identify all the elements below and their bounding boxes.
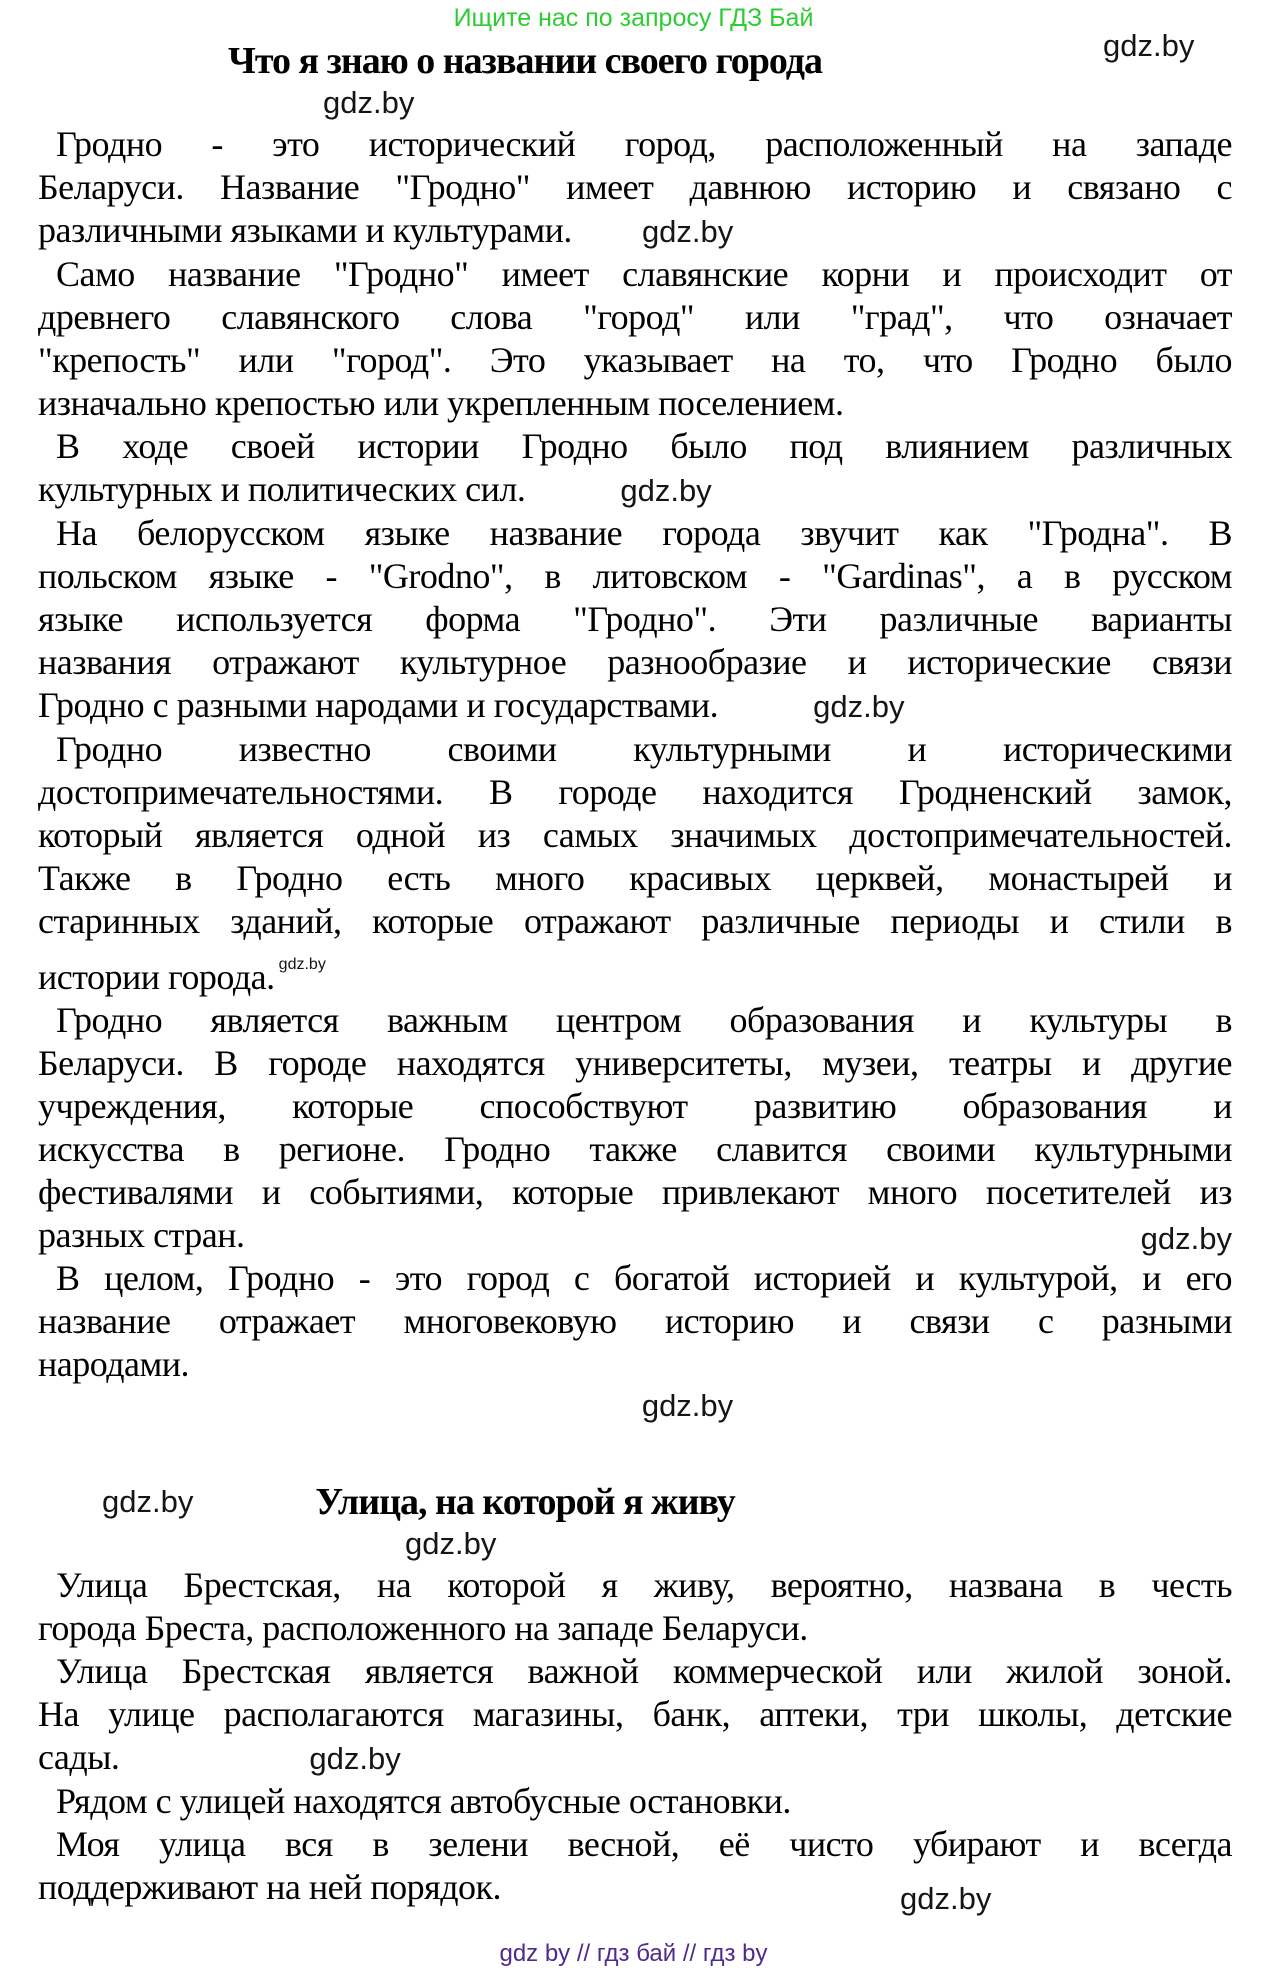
text-line: На белорусском языке название города звучит как "Гродна". В	[56, 513, 1232, 553]
gdzby-watermark: gdz.by	[1103, 28, 1195, 63]
text-line: изначально крепостью или укрепленным поселением.	[38, 383, 844, 423]
text-line: древнего славянского слова "город" или "град", что означает	[38, 297, 1232, 337]
text-line: поддерживают на ней порядок.	[38, 1867, 502, 1907]
text-line: Гродно является важным центром образования и культуры в	[56, 1000, 1232, 1040]
paragraph	[38, 1823, 1232, 1916]
gdzby-watermark: gdz.by	[405, 1526, 497, 1561]
section	[38, 39, 1232, 1424]
text-line: Также в Гродно есть много красивых церквей, монастырей и	[38, 858, 1232, 898]
section	[38, 1480, 1232, 1916]
paragraph	[38, 1564, 1232, 1650]
text-line: Моя улица вся в зелени весной, её чисто убирают и всегда	[56, 1824, 1232, 1864]
text-line: название отражает многовековую историю и связи с разными	[38, 1301, 1232, 1341]
text-line: "крепость" или "город". Это указывает на то, что Гродно было	[38, 340, 1232, 380]
gdzby-watermark: gdz.by	[641, 214, 734, 249]
text-line: учреждения, которые способствуют развитию образования и	[38, 1086, 1232, 1126]
text-line: языке используется форма "Гродно". Эти различные варианты	[38, 599, 1232, 639]
section-title: Что я знаю о названии своего города	[227, 40, 823, 82]
gdzby-watermark: gdz.by	[278, 956, 326, 973]
paragraph	[38, 512, 1232, 728]
text-line: Улица Брестская, на которой я живу, вероятно, названа в честь	[56, 1565, 1232, 1605]
text-line: истории города. $^{gdz.by}$	[38, 956, 326, 997]
text-line: города Бреста, расположенного на западе Беларуси.	[38, 1608, 808, 1648]
text-line: Само название "Гродно" имеет славянские корни и происходит от	[56, 254, 1232, 294]
section-title-row	[38, 1480, 1232, 1524]
promo-banner: Ищите нас по запросу ГДЗ Бай	[453, 4, 814, 32]
text-line: народами.	[38, 1344, 190, 1384]
section-title-row	[38, 39, 1232, 83]
text-line: культурных и политических сил. gdz.by	[38, 468, 1232, 512]
text-line: Гродно - это исторический город, расположенный на западе	[56, 124, 1232, 164]
text-line: разных стран.	[38, 1215, 245, 1255]
text-line: различными языками и культурами. gdz.by	[38, 209, 1232, 253]
text-line: который является одной из самых значимых достопримечательностей.	[38, 815, 1232, 855]
gdzby-watermark-row	[38, 1388, 1232, 1424]
text-line: В ходе своей истории Гродно было под влиянием различных	[56, 426, 1232, 466]
text-line: Гродно с разными народами и государствами. gdz.by	[38, 684, 1232, 728]
text-line: На улице располагаются магазины, банк, аптеки, три школы, детские	[38, 1694, 1232, 1734]
paragraph	[38, 425, 1232, 512]
text-line: Беларуси. Название "Гродно" имеет давнюю историю и связано с	[38, 167, 1232, 207]
footer-tags: gdz by // гдз бай // гдз by	[499, 1940, 768, 1967]
text-line: старинных зданий, которые отражают различные периоды и стили в	[38, 901, 1232, 941]
text-line: названия отражают культурное разнообразие и исторические связи	[38, 642, 1232, 682]
paragraph	[38, 123, 1232, 253]
text-line: сады. gdz.by	[38, 1736, 1232, 1780]
paragraph	[38, 253, 1232, 425]
text-line: искусства в регионе. Гродно также славится своими культурными	[38, 1129, 1232, 1169]
text-line: Улица Брестская является важной коммерческой или жилой зоной.	[56, 1651, 1232, 1691]
section-title: Улица, на которой я живу	[315, 1481, 735, 1523]
text-line: Беларуси. В городе находятся университеты, музеи, театры и другие	[38, 1043, 1232, 1083]
text-line: Гродно известно своими культурными и историческими	[56, 729, 1232, 769]
gdzby-watermark-row	[405, 1526, 1232, 1562]
gdzby-watermark: gdz.by	[620, 473, 712, 508]
gdzby-watermark: gdz.by	[309, 1741, 401, 1776]
text-line: фестивалями и событиями, которые привлекают много посетителей из	[38, 1172, 1232, 1212]
paragraph	[38, 728, 1232, 999]
text-line: В целом, Гродно - это город с богатой историей и культурой, и его	[56, 1258, 1232, 1298]
text-line: Рядом с улицей находятся автобусные остановки.	[56, 1781, 791, 1821]
gdzby-watermark: gdz.by	[813, 689, 905, 724]
gdzby-watermark: gdz.by	[102, 1484, 194, 1519]
gdzby-watermark: gdz.by	[641, 1388, 734, 1423]
document-body	[0, 39, 1267, 1916]
gdzby-watermark: gdz.by	[1140, 1221, 1232, 1256]
text-line: достопримечательностями. В городе находится Гродненский замок,	[38, 772, 1232, 812]
gdzby-watermark: gdz.by	[900, 1881, 992, 1916]
gdzby-watermark-row	[323, 85, 1232, 121]
paragraph	[38, 1780, 1232, 1823]
gdzby-watermark: gdz.by	[323, 85, 415, 120]
paragraph	[38, 999, 1232, 1257]
text-line: польском языке - "Grodno", в литовском - "Gardinas", а в русском	[38, 556, 1232, 596]
paragraph	[38, 1650, 1232, 1780]
paragraph	[38, 1257, 1232, 1386]
